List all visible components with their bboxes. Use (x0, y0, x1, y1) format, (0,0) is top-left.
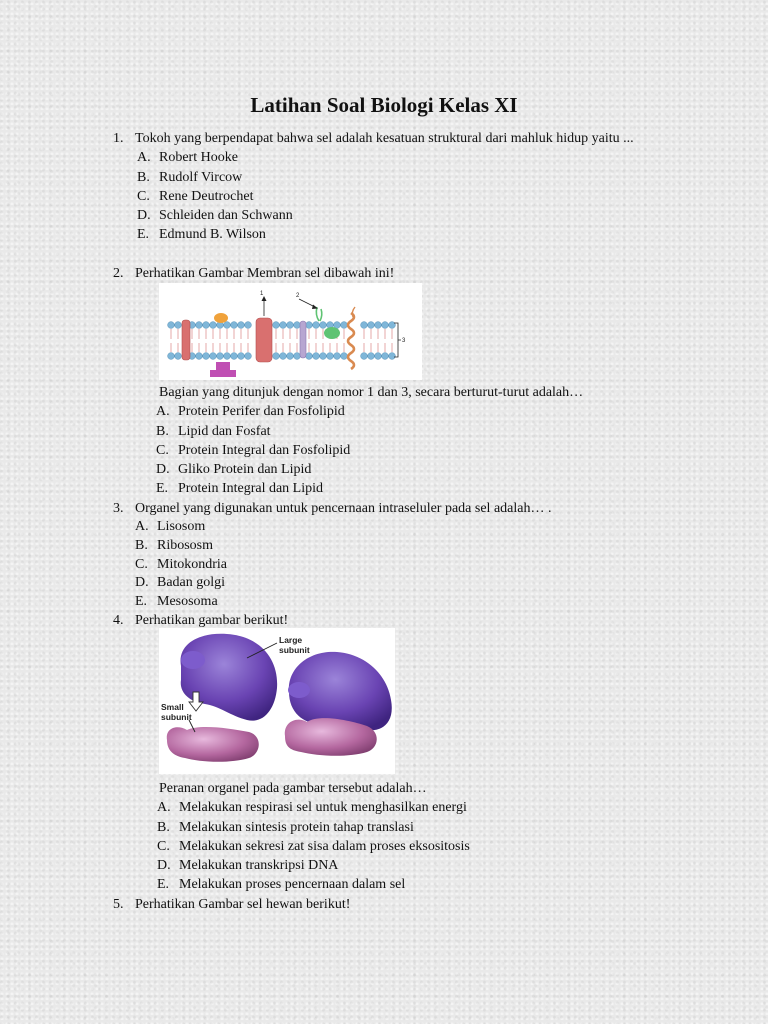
option-letter: C. (157, 838, 170, 854)
option-letter: D. (137, 208, 151, 224)
ribosome-diagram (159, 628, 395, 774)
option-letter: C. (137, 188, 150, 204)
option-text: Protein Integral dan Lipid (178, 481, 324, 497)
option-d (135, 574, 551, 593)
question-1 (113, 129, 634, 245)
option-letter: E. (137, 227, 150, 243)
question-text: Perhatikan gambar berikut! (135, 613, 289, 628)
figure-label-2: 2 (296, 293, 300, 299)
option-e (156, 479, 583, 498)
option-letter: C. (156, 442, 169, 458)
question-number: 4. (113, 613, 124, 628)
option-e (135, 593, 551, 612)
option-letter: D. (135, 575, 149, 591)
integral-protein-left (182, 320, 190, 360)
option-a (157, 798, 470, 817)
bracket-3 (394, 323, 401, 357)
question-number: 3. (113, 501, 124, 516)
option-letter: B. (135, 538, 148, 553)
small-subunit-shape (167, 727, 259, 762)
option-b (157, 818, 470, 837)
option-b (137, 168, 634, 187)
option-a (156, 402, 583, 421)
option-letter: A. (137, 150, 151, 166)
option-text: Schleiden dan Schwann (159, 208, 293, 224)
option-letter: B. (137, 169, 150, 185)
label-small-1: Small (161, 702, 184, 712)
option-text: Gliko Protein dan Lipid (178, 462, 312, 478)
option-letter: B. (157, 819, 170, 835)
option-e (157, 875, 470, 894)
phospholipid-top-row (168, 322, 396, 329)
option-letter: A. (135, 519, 149, 535)
option-letter: C. (135, 556, 148, 572)
ribosome-figure (159, 628, 395, 774)
question-text: Tokoh yang berpendapat bahwa sel adalah kesatuan struktural dari mahluk hidup yaitu ... (135, 131, 634, 146)
options-list (137, 148, 634, 244)
option-d (137, 206, 634, 225)
question-text: Perhatikan Gambar Membran sel dibawah ini! (135, 266, 395, 281)
option-letter: E. (156, 481, 169, 497)
question-3 (113, 499, 551, 612)
question-text: Organel yang digunakan untuk pencernaan intraseluler pada sel adalah… . (135, 501, 552, 516)
option-letter: B. (156, 423, 169, 439)
question-2-body (156, 383, 584, 499)
option-text: Melakukan transkripsi DNA (179, 858, 339, 874)
option-text: Melakukan proses pencernaan dalam sel (179, 877, 406, 893)
cell-membrane-figure (159, 283, 422, 380)
large-subunit-knob (181, 651, 205, 669)
arrow-2-line (299, 299, 315, 307)
question-number: 5. (113, 897, 124, 912)
option-text: Lisosom (157, 519, 206, 535)
options-list (135, 518, 551, 612)
question-subtext: Peranan organel pada gambar tersebut adalah… (159, 781, 427, 796)
option-d (157, 856, 470, 875)
glycoprotein-green (324, 327, 340, 339)
integral-protein-1 (256, 318, 272, 362)
option-b (135, 537, 551, 556)
option-text: Rene Deutrochet (159, 188, 254, 204)
option-text: Lipid dan Fosfat (178, 423, 271, 439)
channel-protein (300, 321, 306, 358)
assembled-knob (288, 682, 310, 698)
option-text: Melakukan sekresi zat sisa dalam proses eksositosis (179, 838, 470, 854)
question-5 (113, 895, 350, 914)
question-4-body (159, 779, 470, 895)
option-c (135, 556, 551, 575)
option-text: Mesosoma (157, 594, 218, 610)
option-letter: E. (157, 877, 170, 893)
option-a (135, 518, 551, 537)
question-subtext: Bagian yang ditunjuk dengan nomor 1 dan 3, secara berturut-turut adalah… (159, 385, 584, 400)
option-e (137, 225, 634, 244)
peripheral-protein-purple (210, 362, 236, 377)
figure-label-1: 1 (260, 291, 264, 297)
option-a (137, 148, 634, 167)
label-small-2: subunit (161, 712, 192, 722)
label-large-2: subunit (279, 645, 310, 655)
option-text: Ribososm (157, 538, 214, 553)
arrow-2-icon (312, 305, 318, 310)
option-text: Protein Perifer dan Fosfolipid (178, 404, 345, 420)
option-b (156, 422, 583, 441)
option-letter: A. (156, 404, 170, 420)
option-d (156, 460, 583, 479)
page-title: Latihan Soal Biologi Kelas XI (250, 93, 518, 117)
phospholipid-tails (171, 329, 392, 352)
option-text: Melakukan respirasi sel untuk menghasilkan energi (179, 800, 467, 816)
label-large-1: Large (279, 635, 303, 645)
helix-protein (348, 313, 354, 369)
option-text: Protein Integral dan Fosfolipid (178, 442, 351, 458)
figure-label-3: 3 (402, 338, 406, 344)
option-text: Mitokondria (157, 556, 227, 572)
options-list (157, 798, 470, 894)
option-c (157, 837, 470, 856)
option-text: Badan golgi (157, 575, 226, 591)
option-letter: D. (157, 858, 171, 874)
option-letter: D. (156, 462, 170, 478)
question-number: 1. (113, 131, 124, 146)
option-text: Melakukan sintesis protein tahap translasi (179, 819, 414, 835)
option-text: Rudolf Vircow (159, 169, 243, 185)
question-text: Perhatikan Gambar sel hewan berikut! (135, 897, 351, 912)
glyco-chain (316, 307, 321, 321)
option-text: Edmund B. Wilson (159, 227, 266, 243)
question-2 (113, 264, 394, 283)
option-letter: E. (135, 594, 148, 610)
option-c (137, 187, 634, 206)
options-list (156, 402, 583, 498)
phospholipid-bottom-row (168, 353, 396, 360)
option-text: Robert Hooke (159, 150, 238, 166)
peripheral-protein-orange (214, 313, 228, 323)
option-letter: A. (157, 800, 171, 816)
option-c (156, 441, 583, 460)
cell-membrane-diagram (159, 283, 422, 380)
question-number: 2. (113, 266, 124, 281)
